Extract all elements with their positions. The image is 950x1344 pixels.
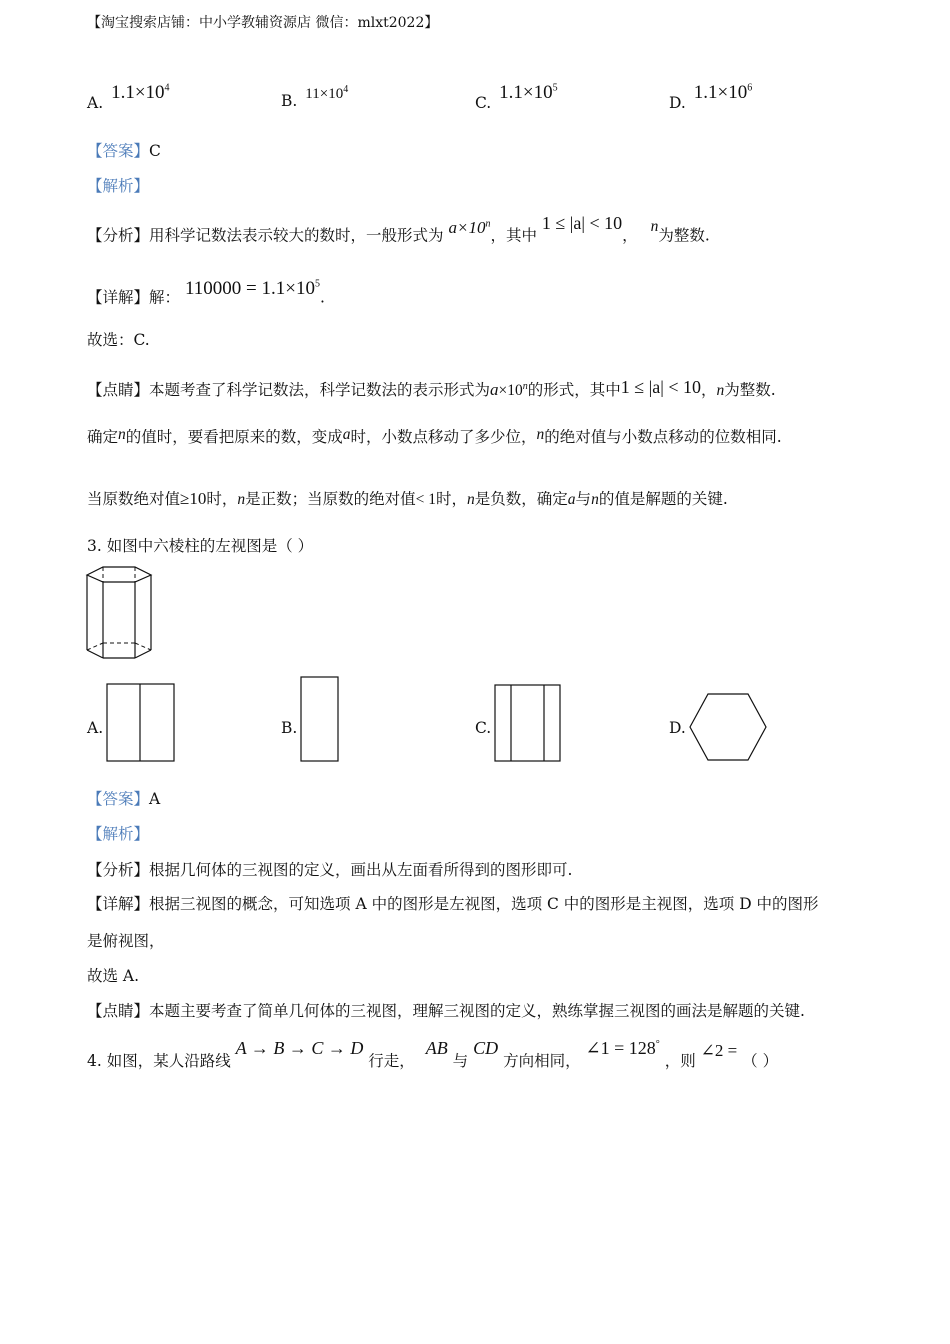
q2-dianjing: 【点睛】本题考查了科学记数法，科学记数法的表示形式为$a\times 10^n$的形式，其中1 ≤ |a| < 10，n为整数. xyxy=(87,377,776,400)
q3-option-a-figure xyxy=(106,683,176,763)
q3-option-d-figure xyxy=(688,692,770,764)
q3-answer: 【答案】A xyxy=(87,790,161,808)
q3-option-c-label: C. xyxy=(475,719,492,737)
q3-option-d-label: D. xyxy=(669,719,686,737)
q3-fenxi: 【分析】根据几何体的三视图的定义，画出从左面看所得到的图形即可. xyxy=(87,861,573,879)
q2-xiangjie: 【详解】解： $110000 = 1.1\times 10^5$. xyxy=(87,278,325,307)
q3-conclusion: 故选 A. xyxy=(87,967,140,985)
q3-xiangjie-line2: 是俯视图， xyxy=(87,932,165,950)
q2-dianjing-line2: 确定n的值时，要看把原来的数，变成a时，小数点移动了多少位，n的绝对值与小数点移动的位数相同. xyxy=(87,426,782,446)
hexagonal-prism-figure xyxy=(85,565,155,663)
q2-fenxi: 【分析】用科学记数法表示较大的数时，一般形式为 $a\times 10^n$，其中 1 ≤ |a| < 10， n为整数. xyxy=(87,212,710,245)
q2-option-b: B. $11\times 10^4$ xyxy=(281,84,349,110)
q2-answer: 【答案】C xyxy=(87,142,161,160)
q2-option-d: D. $1.1\times 10^6$ xyxy=(669,82,753,112)
q3-analysis-heading: 【解析】 xyxy=(87,825,150,843)
q3-option-c-figure xyxy=(494,684,562,764)
q2-option-c: C. $1.1\times 10^5$ xyxy=(475,82,558,112)
q3-option-b-label: B. xyxy=(281,719,298,737)
q3-dianjing: 【点睛】本题主要考查了简单几何体的三视图，理解三视图的定义，熟练掌握三视图的画法是解题的关键. xyxy=(87,1002,805,1020)
q3-xiangjie: 【详解】根据三视图的概念，可知选项 A 中的图形是左视图，选项 C 中的图形是主视图，选项 D 中的图形 xyxy=(87,895,819,913)
watermark: 【淘宝搜索店铺：中小学教辅资源店 微信：mlxt2022】 xyxy=(87,15,439,31)
q2-option-a: A. $1.1\times 10^4$ xyxy=(87,82,170,112)
q3-option-a-label: A. xyxy=(87,719,104,737)
q3-option-b-figure xyxy=(300,676,340,764)
q4-stem: 4. 如图，某人沿路线 A → B → C → D 行走， AB 与 CD 方向相同， ∠1 = 128° ，则 ∠2 = （ ） xyxy=(87,1038,779,1070)
q2-conclusion: 故选：C. xyxy=(87,331,150,349)
q3-stem: 3. 如图中六棱柱的左视图是（ ） xyxy=(87,537,314,555)
q2-analysis-heading: 【解析】 xyxy=(87,177,150,195)
q2-dianjing-line3: 当原数绝对值≥10时，n是正数；当原数的绝对值< 1时，n是负数，确定a与n的值是解题的关键. xyxy=(87,489,728,508)
